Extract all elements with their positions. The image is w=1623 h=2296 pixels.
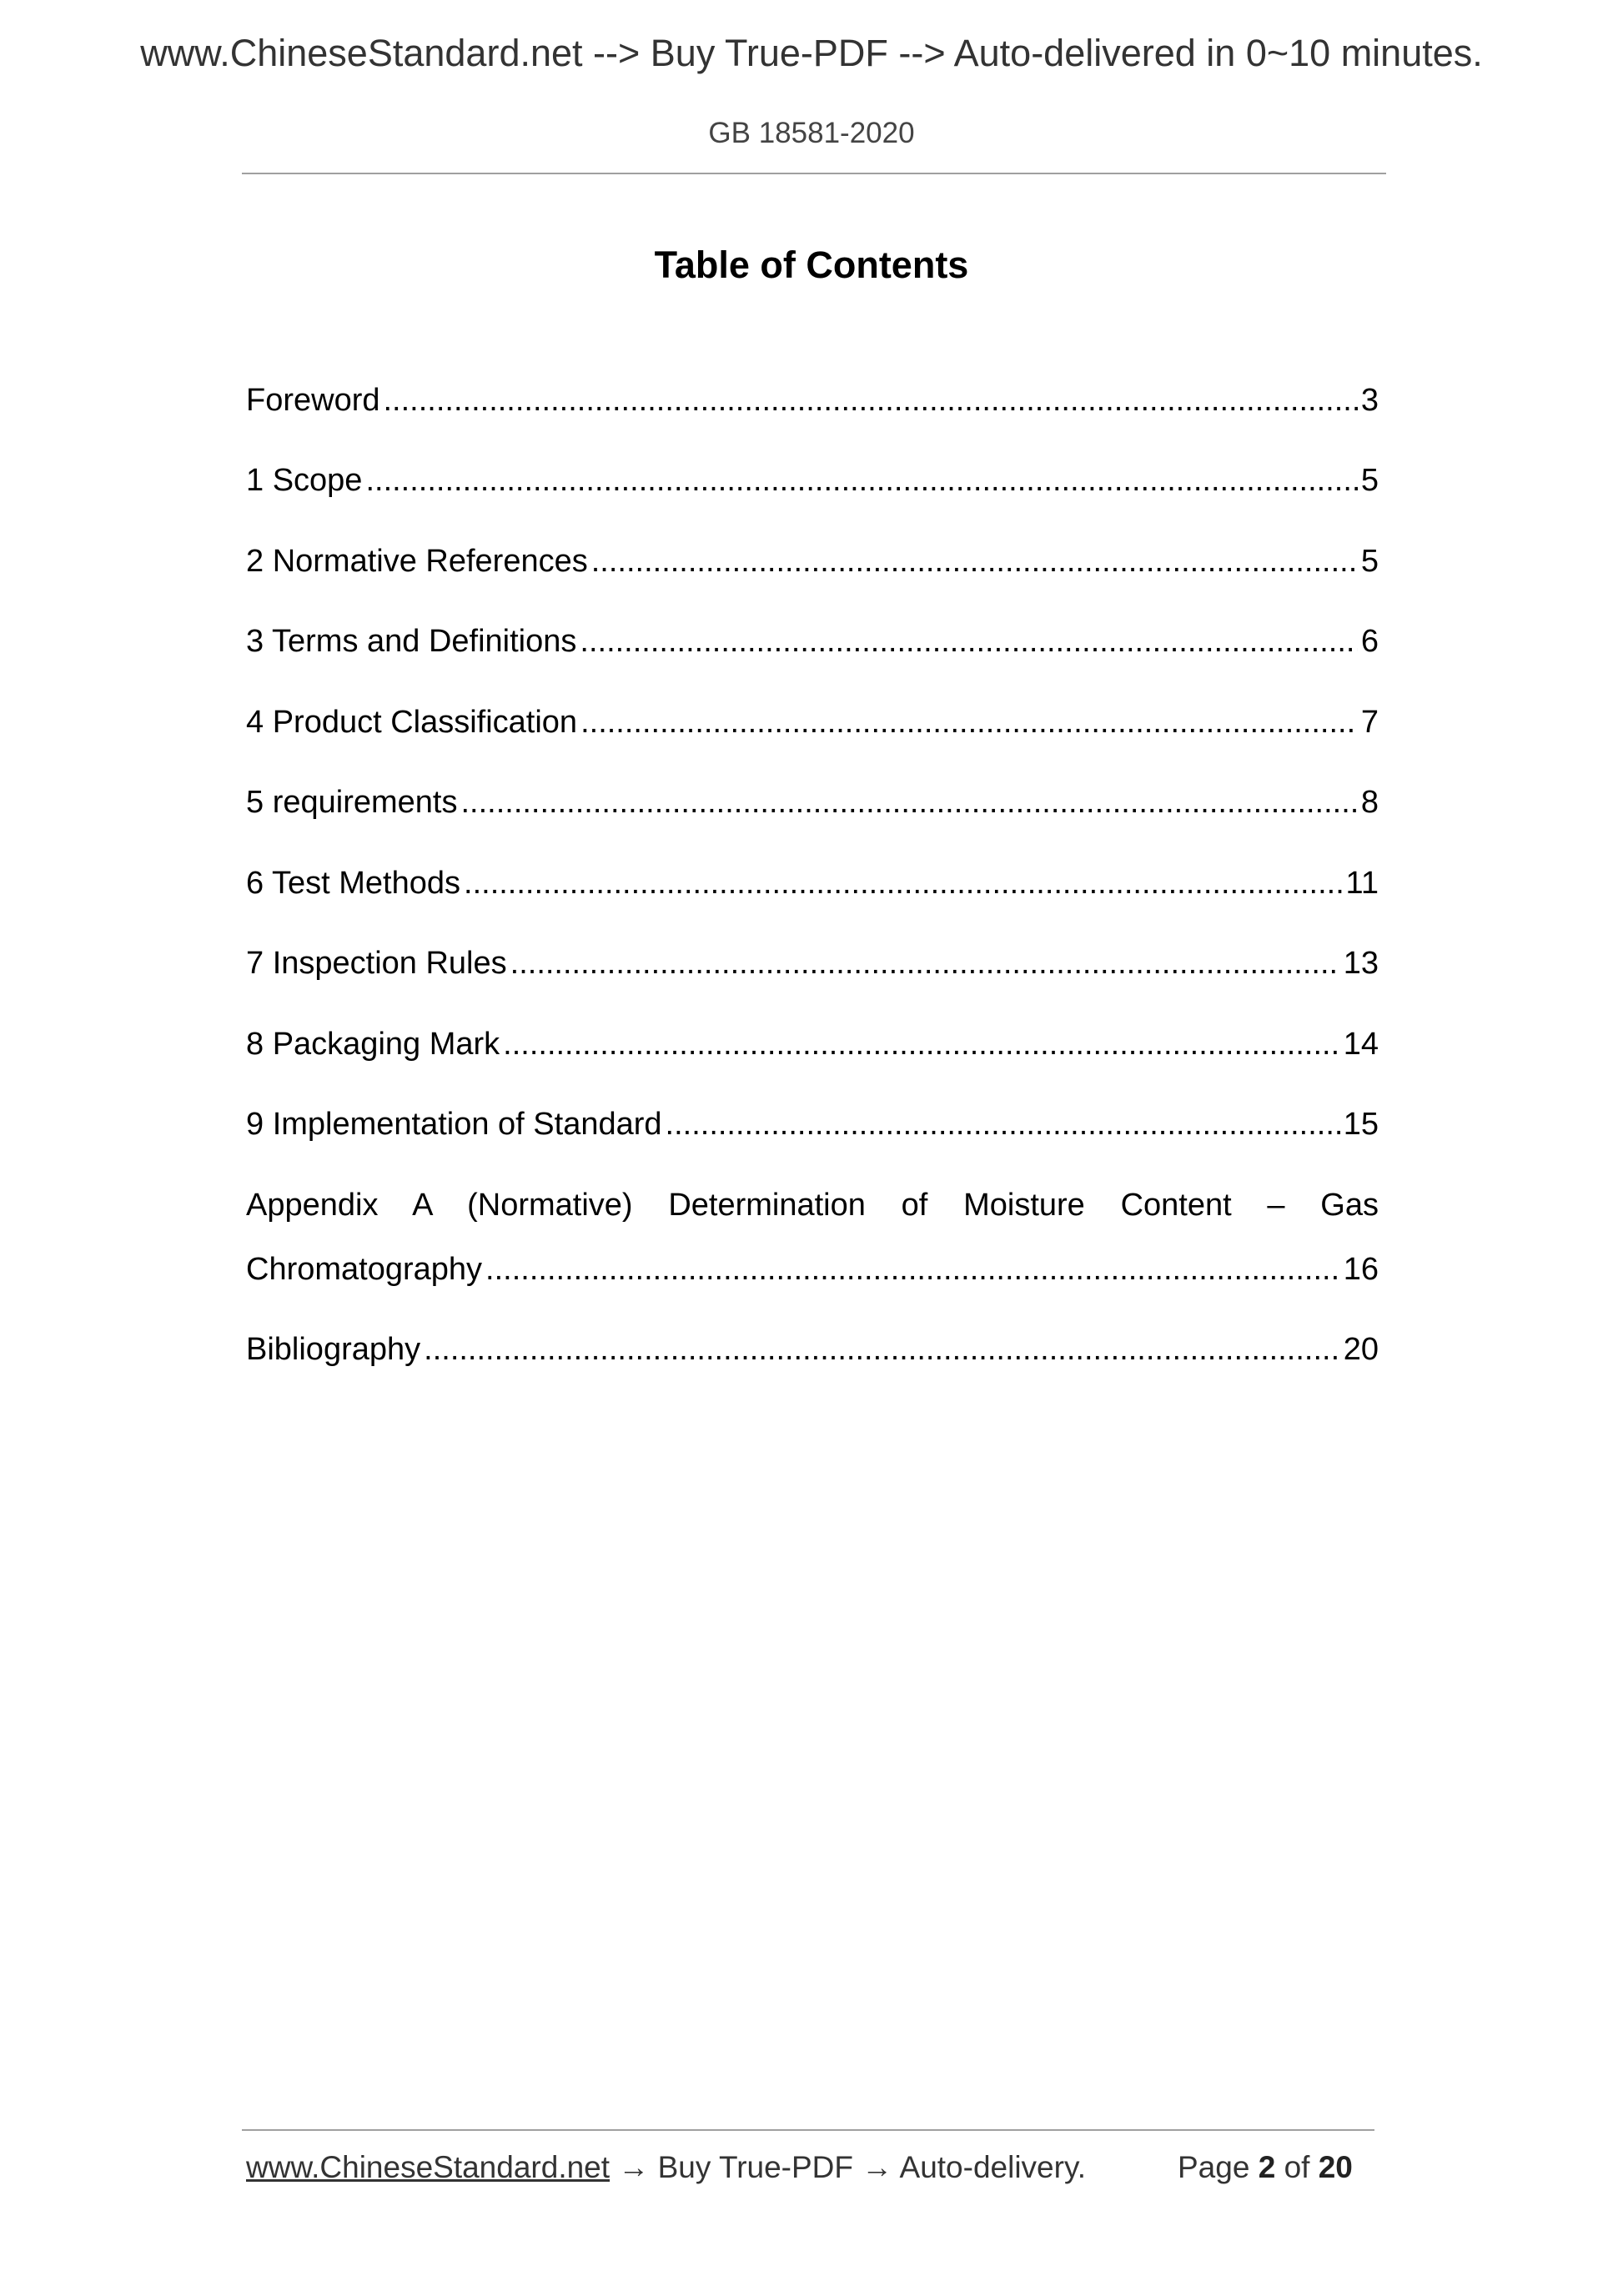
toc-entry-label: 1 Scope xyxy=(246,463,363,498)
dot-leader xyxy=(365,461,1357,500)
dot-leader xyxy=(460,783,1357,821)
toc-entry-terms-definitions[interactable] xyxy=(246,622,1379,661)
toc-entry-implementation[interactable] xyxy=(246,1105,1379,1143)
toc-entry-product-classification[interactable] xyxy=(246,703,1379,741)
dot-leader xyxy=(424,1330,1340,1369)
toc-entry-test-methods[interactable] xyxy=(246,864,1379,902)
toc-entry-label: 8 Packaging Mark xyxy=(246,1027,500,1062)
dot-leader xyxy=(384,381,1358,420)
toc-entry-label: Foreword xyxy=(246,383,380,418)
toc-entry-label: 5 requirements xyxy=(246,785,458,820)
toc-entry-label: Appendix A (Normative) Determination of Moisture Content – Gas xyxy=(246,1188,1379,1223)
toc-entry-page: 14 xyxy=(1343,1027,1379,1062)
toc-entry-label: 4 Product Classification xyxy=(246,705,578,740)
dot-leader xyxy=(591,542,1358,580)
toc-entry-appendix-a[interactable] xyxy=(246,1250,1379,1289)
dot-leader xyxy=(510,944,1340,982)
toc-entry-page: 7 xyxy=(1360,705,1379,740)
toc-entry-bibliography[interactable] xyxy=(246,1330,1379,1369)
toc-entry-label: 7 Inspection Rules xyxy=(246,946,507,981)
toc-entry-page: 13 xyxy=(1343,946,1379,981)
toc-entry-foreword[interactable] xyxy=(246,381,1379,420)
toc-entry-scope[interactable] xyxy=(246,461,1379,500)
toc-title: Table of Contents xyxy=(654,244,969,286)
dot-leader xyxy=(464,864,1343,902)
footer-site-link[interactable]: www.ChineseStandard.net xyxy=(246,2150,611,2184)
toc-entry-packaging-mark[interactable] xyxy=(246,1025,1379,1063)
toc-entry-page: 5 xyxy=(1360,463,1379,498)
header-divider xyxy=(242,173,1386,174)
toc-entry-requirements[interactable] xyxy=(246,783,1379,821)
toc-entry-page: 16 xyxy=(1343,1252,1379,1287)
toc-entry-page: 5 xyxy=(1360,544,1379,579)
toc-entry-label: 6 Test Methods xyxy=(246,866,461,901)
dot-leader xyxy=(485,1250,1340,1289)
of-word: of xyxy=(1284,2150,1310,2184)
toc-entry-label: 2 Normative References xyxy=(246,544,588,579)
footer-tagline-text: → Buy True-PDF → Auto-delivery. xyxy=(610,2150,1086,2184)
toc-entry-page: 8 xyxy=(1360,785,1379,820)
toc-entry-label: Bibliography xyxy=(246,1332,421,1367)
toc-entry-normative-references[interactable] xyxy=(246,542,1379,580)
dot-leader xyxy=(580,622,1357,661)
toc-entry-appendix-a-line1[interactable] xyxy=(246,1186,1379,1224)
toc-entry-inspection-rules[interactable] xyxy=(246,944,1379,982)
page-total: 20 xyxy=(1318,2150,1353,2184)
toc-entry-label: Chromatography xyxy=(246,1252,483,1287)
footer-divider xyxy=(242,2129,1374,2131)
toc-entry-page: 20 xyxy=(1343,1332,1379,1367)
toc-entry-label: 9 Implementation of Standard xyxy=(246,1107,662,1142)
toc-entry-label: 3 Terms and Definitions xyxy=(246,624,577,659)
site-banner: www.ChineseStandard.net --> Buy True-PDF --> Auto-delivered in 0~10 minutes. xyxy=(140,32,1483,74)
page-current: 2 xyxy=(1258,2150,1276,2184)
page-indicator xyxy=(1178,2150,1353,2185)
toc-entry-page: 15 xyxy=(1343,1107,1379,1142)
dot-leader xyxy=(580,703,1358,741)
page-word: Page xyxy=(1178,2150,1250,2184)
footer-tagline xyxy=(246,2150,1086,2185)
standard-code: GB 18581-2020 xyxy=(708,117,915,149)
toc-entry-page: 3 xyxy=(1360,383,1379,418)
dot-leader xyxy=(666,1105,1340,1143)
toc-entry-page: 6 xyxy=(1360,624,1379,659)
dot-leader xyxy=(503,1025,1340,1063)
toc-entry-page: 11 xyxy=(1345,866,1379,901)
